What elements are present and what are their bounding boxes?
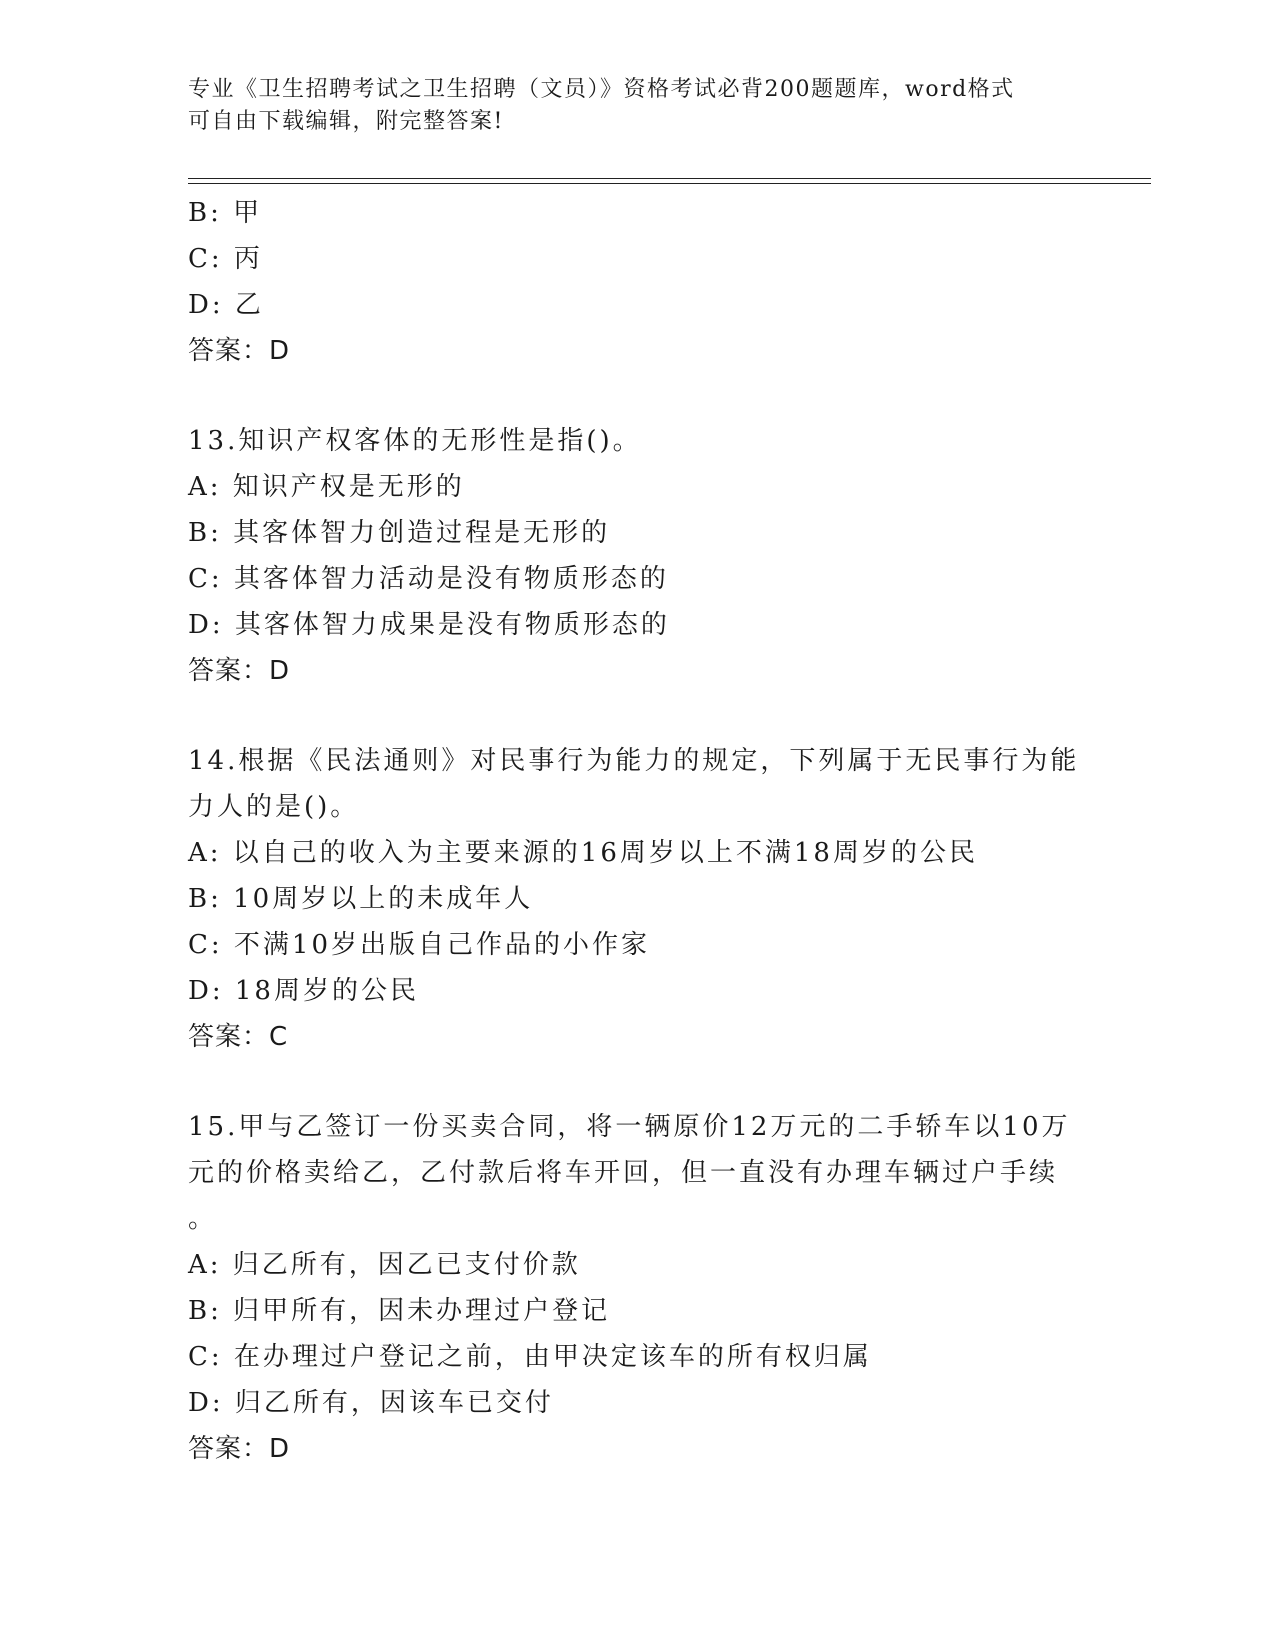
option-d: D: 归乙所有，因该车已交付 (188, 1388, 554, 1418)
option-a: A: 归乙所有，因乙已支付价款 (188, 1250, 581, 1280)
option-c: C: 其客体智力活动是没有物质形态的 (188, 564, 669, 594)
question-list (188, 190, 1088, 1472)
question-15 (188, 1104, 1088, 1472)
option-d: D: 其客体智力成果是没有物质形态的 (188, 610, 670, 640)
question-text: 13.知识产权客体的无形性是指()。 (188, 426, 642, 456)
option-b: B: 归甲所有，因未办理过户登记 (188, 1296, 611, 1326)
header-title-line-2: 可自由下载编辑，附完整答案! (188, 109, 504, 134)
question-text-line-1: 15.甲与乙签订一份买卖合同，将一辆原价12万元的二手轿车以10万 (188, 1112, 1071, 1142)
answer-line: 答案：D (188, 656, 291, 686)
question-text-line-2: 力人的是()。 (188, 792, 360, 822)
answer-line: 答案：C (188, 1022, 289, 1052)
option-b: B: 10周岁以上的未成年人 (188, 884, 534, 914)
question-text-line-3: 。 (188, 1204, 218, 1234)
header-divider-top (188, 178, 1151, 179)
question-14 (188, 738, 1088, 1060)
option-d: D: 乙 (188, 290, 264, 320)
header-title-line-1: 专业《卫生招聘考试之卫生招聘（文员）》资格考试必背200题题库，word格式 (188, 77, 1015, 102)
option-c: C: 不满10岁出版自己作品的小作家 (188, 930, 651, 960)
header-divider-bottom (188, 183, 1151, 184)
question-13 (188, 418, 1088, 694)
answer-line: 答案：D (188, 336, 291, 366)
document-header (188, 74, 1088, 138)
option-c: C: 在办理过户登记之前，由甲决定该车的所有权归属 (188, 1342, 872, 1372)
question-text-line-2: 元的价格卖给乙，乙付款后将车开回，但一直没有办理车辆过户手续 (188, 1158, 1059, 1188)
answer-line: 答案：D (188, 1434, 291, 1464)
option-a: A: 以自己的收入为主要来源的16周岁以上不满18周岁的公民 (188, 838, 978, 868)
option-b: B: 甲 (188, 198, 263, 228)
option-d: D: 18周岁的公民 (188, 976, 419, 1006)
option-c: C: 丙 (188, 244, 263, 274)
option-b: B: 其客体智力创造过程是无形的 (188, 518, 611, 548)
question-text-line-1: 14.根据《民法通则》对民事行为能力的规定，下列属于无民事行为能 (188, 746, 1080, 776)
option-a: A: 知识产权是无形的 (188, 472, 465, 502)
question-12 (188, 190, 1088, 374)
